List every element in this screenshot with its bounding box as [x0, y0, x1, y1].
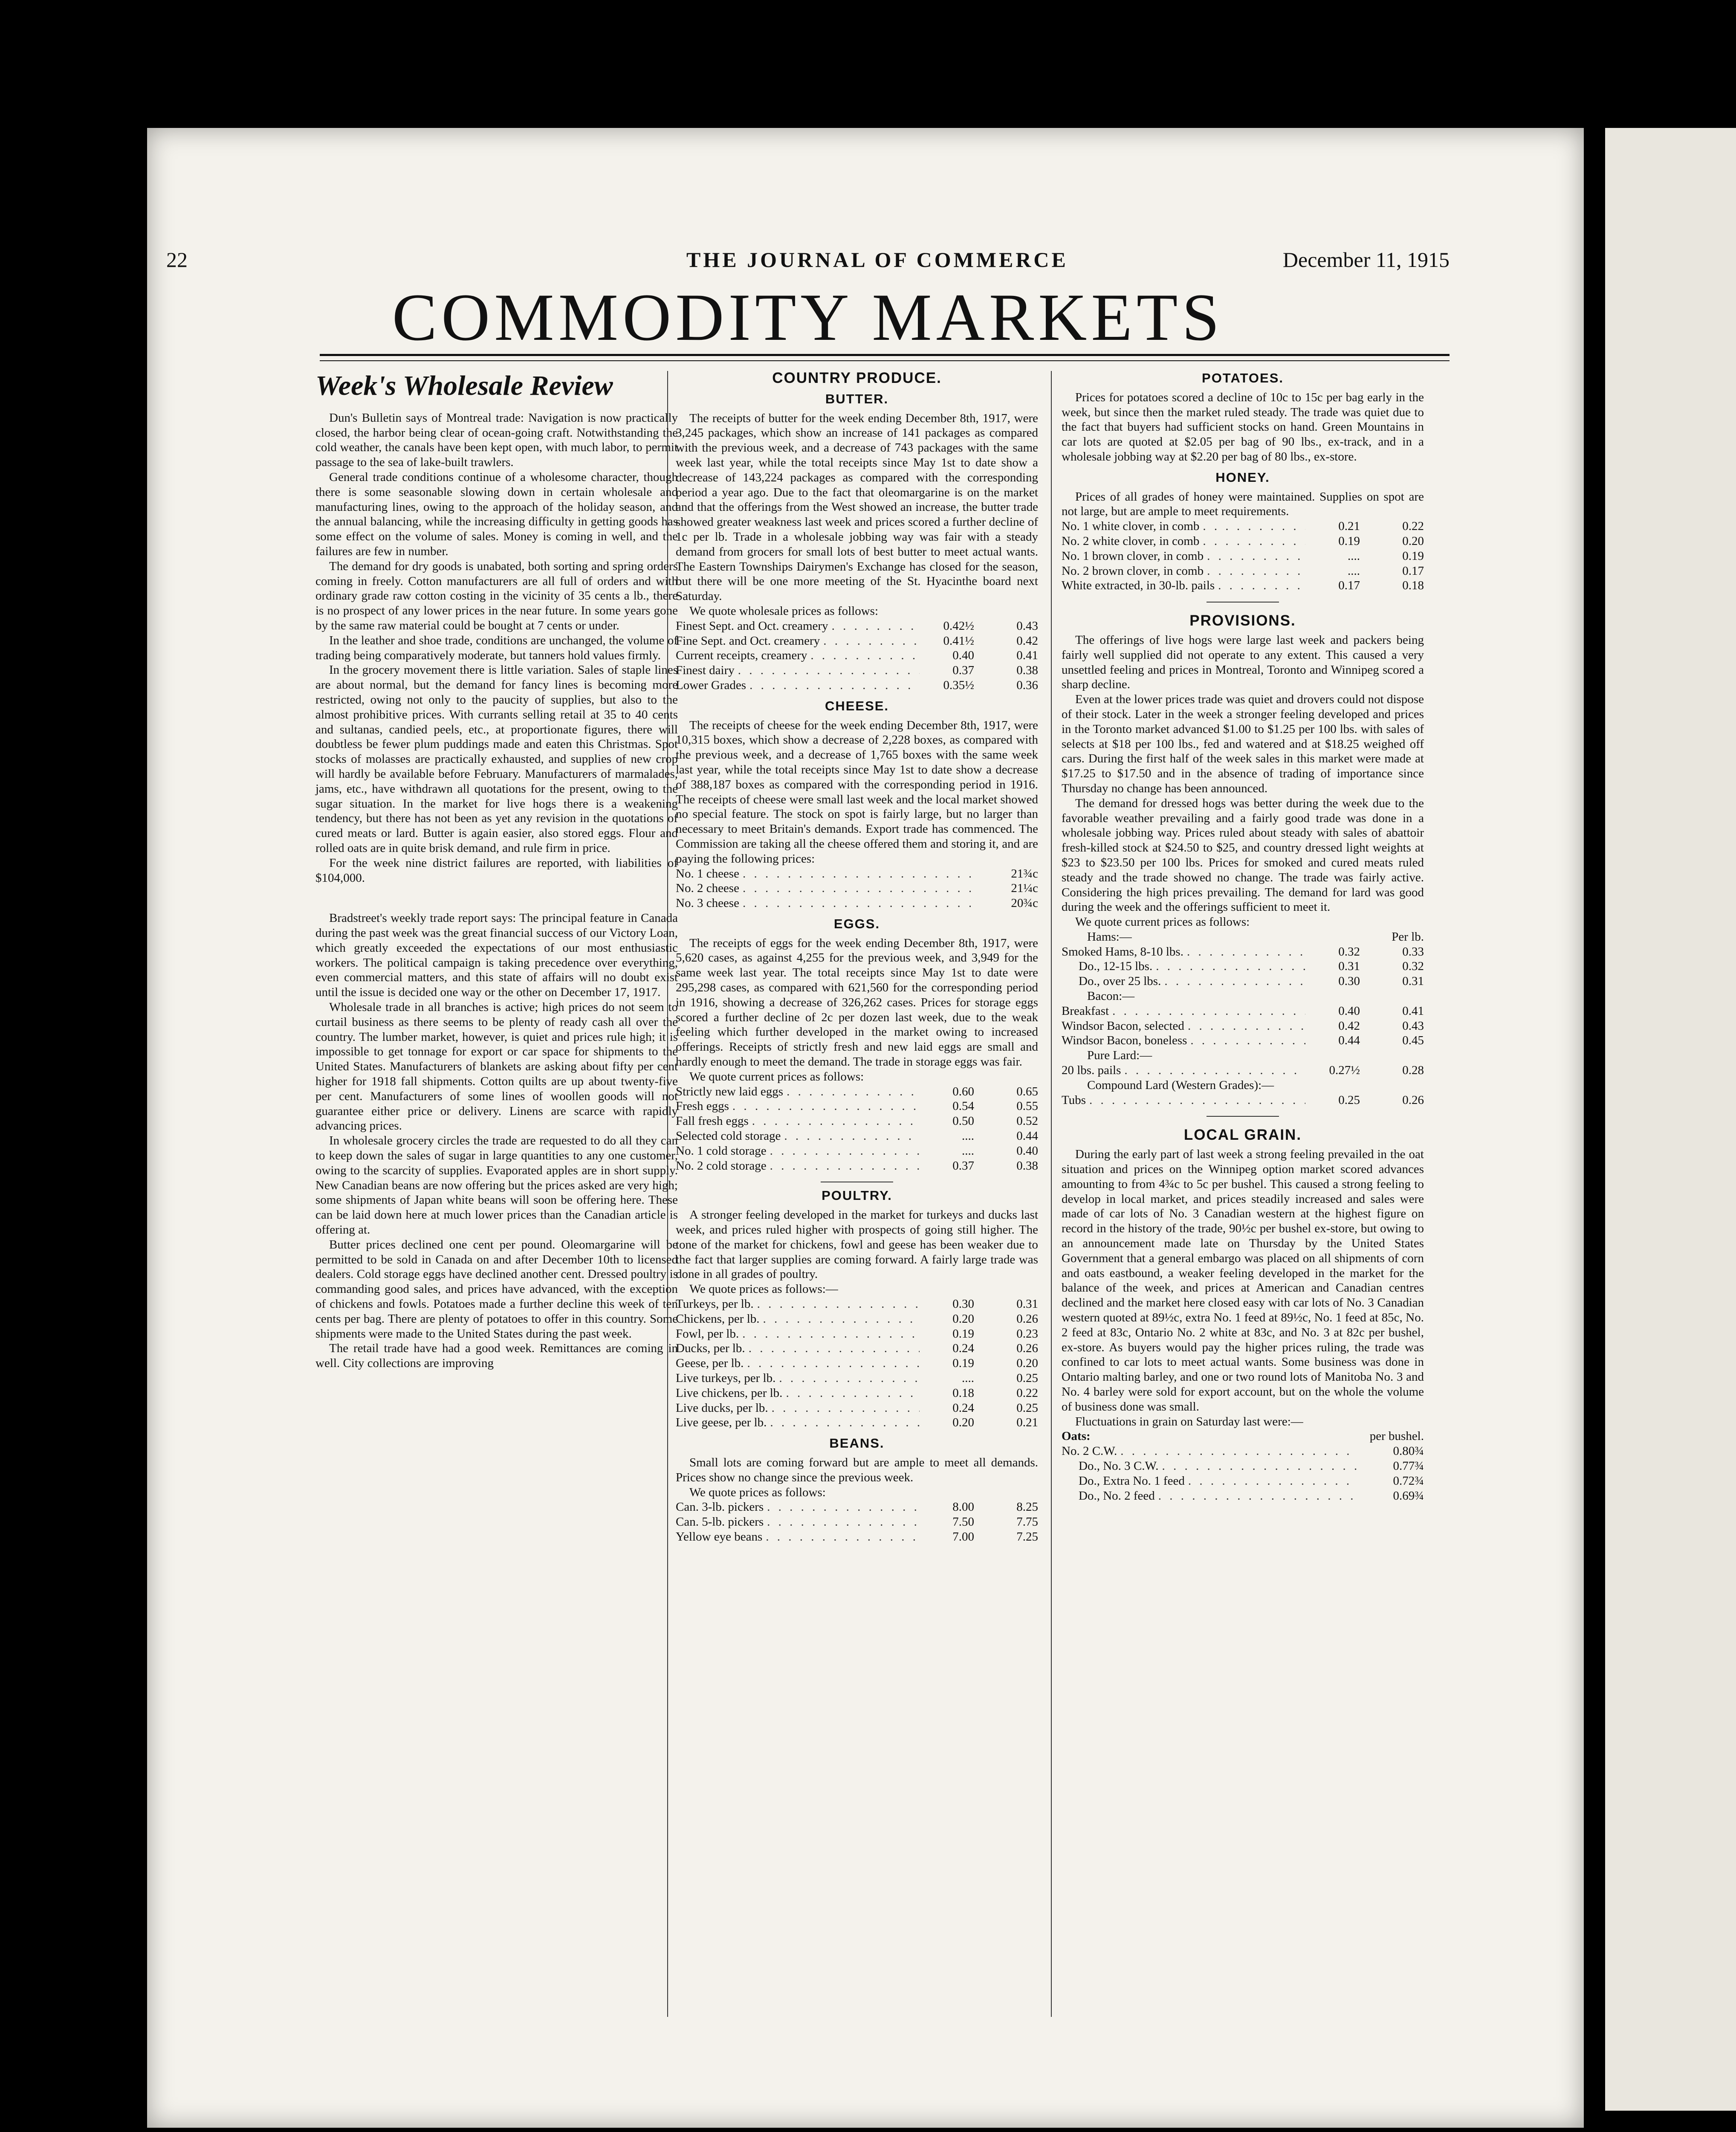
review-paragraph: Butter prices declined one cent per pound. Oleomargarine will be permitted to be sold in Canada on and after December 10th to licensed dealers. Cold storage eggs have declined another cent. Dressed poultry is commanding good sales, and prices have advanced, with the exception of chickens and fowls. Potatoes made a further decline this week of ten cents per bag. There are plenty of potatoes to offer in this country. Some shipments were made to the United States during the past week.	[315, 1237, 678, 1341]
review-paragraph: For the week nine district failures are reported, with liabilities of $104,000.	[315, 856, 678, 885]
column-country-produce	[676, 371, 1038, 1544]
honey-price-table	[1062, 519, 1424, 593]
price-row: Breakfast . . . 0.40 0.41	[1062, 1004, 1424, 1019]
country-produce-heading: COUNTRY PRODUCE.	[772, 370, 942, 386]
price-row: Tubs . . . 0.25 0.26	[1062, 1093, 1424, 1108]
column-divider	[1051, 371, 1052, 2017]
poultry-quote-intro: We quote prices as follows:—	[689, 1282, 838, 1296]
page-title: COMMODITY MARKETS	[392, 280, 1224, 355]
price-row: No. 2 cheese . . . 21¼c	[676, 881, 1038, 896]
local-grain-text: During the early part of last week a strong feeling prevailed in the oat situation and prices on the Winnipeg option market scored advances amounting to from 4¾c to 5c per bushel. This caused a strong feeling to develop in local market, and prices steadily increased and sales were made of car lots of No. 3 Canadian western at the highest figure on record in the history of the trade, 90½c per bushel ex-store, but owing to an announcement made late on Thursday by the United States Government that a general embargo was placed on all shipments of corn and oats eastbound, a weaker feeling developed in the market for the balance of the week, and prices at American and Canadian centres declined and the market here closed easy with car lots of No. 3 Canadian western quoted at 89½c, extra No. 1 feed at 89½c, No. 1 feed at 85c, No. 2 feed at 83c, Ontario No. 2 white at 83c, and No. 3 at 82c per bushel, ex-store. As buyers would pay the higher prices ruling, the trade was confined to car lots to meet actual wants. Some business was done in Ontario malting barley, and one or two round lots of Manitoba No. 3 and No. 4 barley were sold for export account, but on the whole the volume of business done was small.	[1062, 1147, 1424, 1414]
table-subheading-row	[1062, 930, 1424, 944]
price-row: Selected cold storage . . . .... 0.44	[676, 1129, 1038, 1144]
poultry-heading: POULTRY.	[822, 1188, 892, 1203]
compound-label: Compound Lard (Western Grades):—	[1087, 1078, 1274, 1092]
cheese-text: The receipts of cheese for the week ending December 8th, 1917, were 10,315 boxes, which show a decrease of 2,228 boxes, as compared with the previous week, and a decrease of 1,765 boxes with the same week last year, while the total receipts since May 1st to date show a decrease of 388,187 boxes as compared with the corresponding period in 1916. The receipts of cheese were small last week and the local market showed no special feature. The stock on spot is fairly large, but no larger than necessary to meet Britain's demands. Export trade has commenced. The Commission are taking all the cheese offered them and storing it, and are paying the following prices:	[676, 718, 1038, 866]
hams-label: Hams:—	[1087, 930, 1132, 944]
table-subheading-row	[1062, 1429, 1424, 1444]
butter-heading: BUTTER.	[825, 391, 889, 406]
poultry-price-table	[676, 1297, 1038, 1430]
price-row: Windsor Bacon, selected . . . 0.42 0.43	[1062, 1019, 1424, 1034]
journal-title: THE JOURNAL OF COMMERCE	[686, 248, 1068, 272]
page-number: 22	[166, 248, 188, 272]
beans-text: Small lots are coming forward but are ample to meet all demands. Prices show no change since the previous week.	[676, 1455, 1038, 1484]
provisions-heading: PROVISIONS.	[1189, 612, 1296, 629]
provisions-quote-intro: We quote current prices as follows:	[1075, 915, 1250, 929]
price-row: White extracted, in 30-lb. pails . . . 0.17 0.18	[1062, 578, 1424, 593]
per-lb-label: Per lb.	[1392, 930, 1424, 944]
title-rule	[320, 354, 1450, 356]
price-row: Lower Grades . . . 0.35½ 0.36	[676, 678, 1038, 693]
price-row: Live chickens, per lb. . . . 0.18 0.22	[676, 1386, 1038, 1401]
honey-text: Prices of all grades of honey were maintained. Supplies on spot are not large, but are ample to meet requirements.	[1062, 490, 1424, 519]
price-row: Do., No. 2 feed . . . 0.69¾	[1062, 1489, 1424, 1503]
price-row: No. 3 cheese . . . 20¾c	[676, 896, 1038, 911]
local-grain-heading: LOCAL GRAIN.	[1183, 1127, 1302, 1144]
price-row: Yellow eye beans . . . 7.00 7.25	[676, 1529, 1038, 1544]
price-row: No. 2 brown clover, in comb . . . .... 0.17	[1062, 564, 1424, 579]
beans-quote-intro: We quote prices as follows:	[689, 1485, 826, 1499]
title-rule-thin	[320, 360, 1450, 361]
eggs-quote-intro: We quote current prices as follows:	[689, 1069, 864, 1083]
lard-label: Pure Lard:—	[1087, 1049, 1152, 1063]
price-row: No. 2 white clover, in comb . . . 0.19 0.20	[1062, 534, 1424, 549]
price-row: Strictly new laid eggs . . . 0.60 0.65	[676, 1084, 1038, 1099]
provisions-price-table	[1062, 930, 1424, 1108]
butter-quote-intro: We quote wholesale prices as follows:	[689, 604, 879, 618]
butter-text: The receipts of butter for the week ending December 8th, 1917, were 3,245 packages, which show an increase of 141 packages as compared with the previous week, and a decrease of 743 packages with the same week last year, while the total receipts since May 1st to date show a decrease of 143,224 packages as compared with the corresponding period a year ago. Due to the fact that oleomargarine is on the market and that the offerings from the West showed an increase, the butter trade showed greater weakness last week and prices scored a further decline of 1c per lb. Trade in a wholesale jobbing way was fair with a steady demand from grocers for small lots of best butter to meet actual wants. The Eastern Townships Dairymen's Exchange has closed for the season, but there will be one more meeting of the St. Hyacinthe board next Saturday.	[676, 411, 1038, 603]
review-paragraph: In the leather and shoe trade, conditions are unchanged, the volume of trading being comparatively moderate, but tanners hold values firmly.	[315, 633, 678, 662]
price-row: Fowl, per lb. . . . 0.19 0.23	[676, 1327, 1038, 1341]
price-row: Finest Sept. and Oct. creamery . . . 0.42½ 0.43	[676, 619, 1038, 634]
poultry-text: A stronger feeling developed in the market for turkeys and ducks last week, and prices ruled higher with prospects of going still higher. The tone of the market for chickens, fowl and geese has been weaker due to the fact that larger supplies are coming forward. A fairly large trade was done in all grades of poultry.	[676, 1208, 1038, 1281]
price-row: Current receipts, creamery . . . 0.40 0.41	[676, 648, 1038, 663]
issue-date: December 11, 1915	[1282, 248, 1450, 272]
price-row: Live geese, per lb. . . . 0.20 0.21	[676, 1415, 1038, 1430]
review-paragraph: Bradstreet's weekly trade report says: The principal feature in Canada during the past week was the great financial success of our Victory Loan, which greatly exceeded the expectations of our most enthusiastic workers. The political campaign is taking precedence over everything, even commercial matters, and this state of affairs will no doubt exist until the issue is decided one way or the other on December 17, 1917.	[315, 911, 678, 999]
price-row: Do., over 25 lbs. . . . 0.30 0.31	[1062, 974, 1424, 989]
review-paragraph: In wholesale grocery circles the trade are requested to do all they can to keep down the sales of sugar in large quantities to any one customer, owing to the scarcity of supplies. Evaporated apples are in short supply. New Canadian beans are now offering but the prices asked are very high; some shipments of Japan white beans will soon be offering here. These can be laid down here at much lower prices than the Canadian article is offering at.	[315, 1134, 678, 1237]
potatoes-text: Prices for potatoes scored a decline of 10c to 15c per bag early in the week, but since then the market ruled steady. The trade was quiet due to the fact that buyers had sufficient stocks on hand. Green Mountains in car lots are quoted at $2.05 per bag of 90 lbs., ex-track, and in a wholesale jobbing way at $2.20 per bag of 80 lbs., ex-store.	[1062, 390, 1424, 463]
price-row: Do., No. 3 C.W. . . . 0.77¾	[1062, 1459, 1424, 1474]
eggs-heading: EGGS.	[833, 916, 880, 931]
potatoes-heading: POTATOES.	[1202, 371, 1284, 385]
eggs-price-table	[676, 1084, 1038, 1173]
per-bushel-label: per bushel.	[1369, 1429, 1424, 1443]
provisions-paragraph: Even at the lower prices trade was quiet and drovers could not dispose of their stock. Later in the week a stronger feeling developed and prices in the Toronto market advanced $1.00 to $1.25 per 100 lbs. with sales of selects at $18 per 100 lbs., fed and watered and at $18.25 weighed off cars. During the first half of the week sales in this market were made at $17.25 to $17.50 and in the absence of trading of importance since Thursday no change has been announced.	[1062, 692, 1424, 795]
review-paragraph: General trade conditions continue of a wholesome character, though there is some seasonable slowing down in certain wholesale and manufacturing lines, owing to the approach of the holiday season, and the annual balancing, while the increasing difficulty in getting goods has some effect on the volume of sales. Money is coming in well, and the failures are few in number.	[315, 470, 678, 558]
cheese-heading: CHEESE.	[825, 698, 889, 713]
price-row: No. 1 cheese . . . 21¾c	[676, 866, 1038, 881]
section-divider	[1207, 1116, 1279, 1117]
price-row: Finest dairy . . . 0.37 0.38	[676, 663, 1038, 678]
weekly-review-heading: Week's Wholesale Review	[315, 370, 613, 401]
review-paragraph: In the grocery movement there is little variation. Sales of staple lines are about normal, but the demand for fancy lines is becoming more restricted, owing not only to the paucity of supplies, but also to the almost prohibitive prices. With currants selling retail at 35 to 40 cents and sultanas, candied peels, etc., at proportionate figures, there will doubtless be fewer plum puddings made and eaten this Christmas. Spot stocks of molasses are practically exhausted, and supplies of new crop will hardly be available before February. Manufacturers of marmalades, jams, etc., have withdrawn all quotations for the present, owing to the sugar situation. In the market for live hogs there is a weakening tendency, but there has not been as yet any revision in the quotations of cured meats or lard. Butter is again easier, also stored eggs. Flour and rolled oats are in quite brisk demand, and rule firm in price.	[315, 663, 678, 855]
price-row: No. 1 white clover, in comb . . . 0.21 0.22	[1062, 519, 1424, 534]
price-row: Turkeys, per lb. . . . 0.30 0.31	[676, 1297, 1038, 1312]
price-row: Fresh eggs . . . 0.54 0.55	[676, 1099, 1038, 1114]
price-row: Do., Extra No. 1 feed . . . 0.72¾	[1062, 1474, 1424, 1489]
beans-heading: BEANS.	[829, 1436, 885, 1451]
eggs-text: The receipts of eggs for the week ending December 8th, 1917, were 5,620 cases, as against 4,255 for the previous week, and 3,949 for the same week last year. The total receipts since May 1st to date were 295,298 cases, as compared with 621,560 for the corresponding period in 1916, showing a decrease of 326,262 cases. Prices for storage eggs scored a further decline of 2c per dozen last week, due to the weak feeling which further developed in the market owing to increased offerings. Receipts of strictly fresh and new laid eggs are small and hardly enough to meet the demand. The trade in storage eggs was fair.	[676, 936, 1038, 1069]
review-paragraph: The retail trade have had a good week. Remittances are coming in well. City collections are improving	[315, 1341, 678, 1370]
column-potatoes-provisions-grain	[1062, 371, 1424, 1503]
adjacent-page-edge	[1605, 128, 1736, 2111]
review-paragraph: Wholesale trade in all branches is active; high prices do not seem to curtail business as there seems to be plenty of ready cash all over the country. The lumber market, however, is quiet and prices rule high; it is impossible to get tonnage for export or car space for shipments to the United States. Manufacturers of blankets are asking about fifty per cent higher for 1918 fall shipments. Cotton quilts are up about twenty-five per cent. Manufacturers of some lines of woollen goods will not guarantee either price or delivery. Linens are scarce with rapidly advancing prices.	[315, 1000, 678, 1133]
beans-price-table	[676, 1500, 1038, 1544]
butter-price-table	[676, 619, 1038, 693]
price-row: 20 lbs. pails . . . 0.27½ 0.28	[1062, 1063, 1424, 1078]
price-row: Geese, per lb. . . . 0.19 0.20	[676, 1356, 1038, 1371]
price-row: Fall fresh eggs . . . 0.50 0.52	[676, 1114, 1038, 1129]
price-row: Fine Sept. and Oct. creamery . . . 0.41½ 0.42	[676, 634, 1038, 649]
oats-price-table	[1062, 1429, 1424, 1503]
cheese-price-table	[676, 866, 1038, 911]
price-row: Ducks, per lb. . . . 0.24 0.26	[676, 1341, 1038, 1356]
oats-label: Oats:	[1062, 1429, 1091, 1443]
column-weekly-review	[315, 371, 678, 1371]
price-row: Can. 3-lb. pickers . . . 8.00 8.25	[676, 1500, 1038, 1515]
price-row: Live ducks, per lb. . . . 0.24 0.25	[676, 1401, 1038, 1416]
provisions-paragraph: The offerings of live hogs were large last week and packers being fairly well supplied did not operate to any extent. This caused a very unsettled feeling and prices in Montreal, Toronto and Winnipeg scored a sharp decline.	[1062, 633, 1424, 692]
price-row: No. 1 cold storage . . . .... 0.40	[676, 1144, 1038, 1159]
price-row: No. 2 cold storage . . . 0.37 0.38	[676, 1159, 1038, 1173]
price-row: Live turkeys, per lb. . . . .... 0.25	[676, 1371, 1038, 1386]
bacon-label: Bacon:—	[1087, 989, 1135, 1003]
section-divider	[1207, 602, 1279, 603]
price-row: No. 2 C.W. . . . 0.80¾	[1062, 1444, 1424, 1459]
page-header	[166, 247, 1450, 272]
provisions-paragraph: The demand for dressed hogs was better during the week due to the favorable weather prevailing and a fairly good trade was done in a wholesale jobbing way. Prices ruled about steady with sales of abattoir fresh-killed stock at $24.50 to $25, and country dressed light weights at $23 to $23.50 per 100 lbs. Prices for smoked and cured meats ruled steady and the trade showed no change. The trade was fairly active. Considering the high prices prevailing. The demand for lard was good during the week and the offerings sufficient to meet it.	[1062, 796, 1424, 914]
review-paragraph: The demand for dry goods is unabated, both sorting and spring orders coming in freely. Cotton manufacturers are all full of orders and with ordinary grade raw cotton costing in the vicinity of 35 cents a lb., there is no prospect of any lower prices in the near future. In some years gone by the same raw material could be bought at 7 cents or under.	[315, 559, 678, 632]
price-row: Smoked Hams, 8-10 lbs. . . . 0.32 0.33	[1062, 944, 1424, 959]
price-row: Chickens, per lb. . . . 0.20 0.26	[676, 1312, 1038, 1327]
fluctuations-intro: Fluctuations in grain on Saturday last were:—	[1075, 1414, 1303, 1428]
review-paragraph: Dun's Bulletin says of Montreal trade: Navigation is now practically closed, the harbor being clear of ocean-going craft. Notwithstanding the cold weather, the canals have been kept open, with much labor, to permit passage to the sea of lake-built trawlers.	[315, 411, 678, 469]
price-row: No. 1 brown clover, in comb . . . .... 0.19	[1062, 549, 1424, 564]
honey-heading: HONEY.	[1215, 469, 1270, 485]
price-row: Do., 12-15 lbs. . . . 0.31 0.32	[1062, 959, 1424, 974]
price-row: Can. 5-lb. pickers . . . 7.50 7.75	[676, 1515, 1038, 1529]
price-row: Windsor Bacon, boneless . . . 0.44 0.45	[1062, 1033, 1424, 1048]
